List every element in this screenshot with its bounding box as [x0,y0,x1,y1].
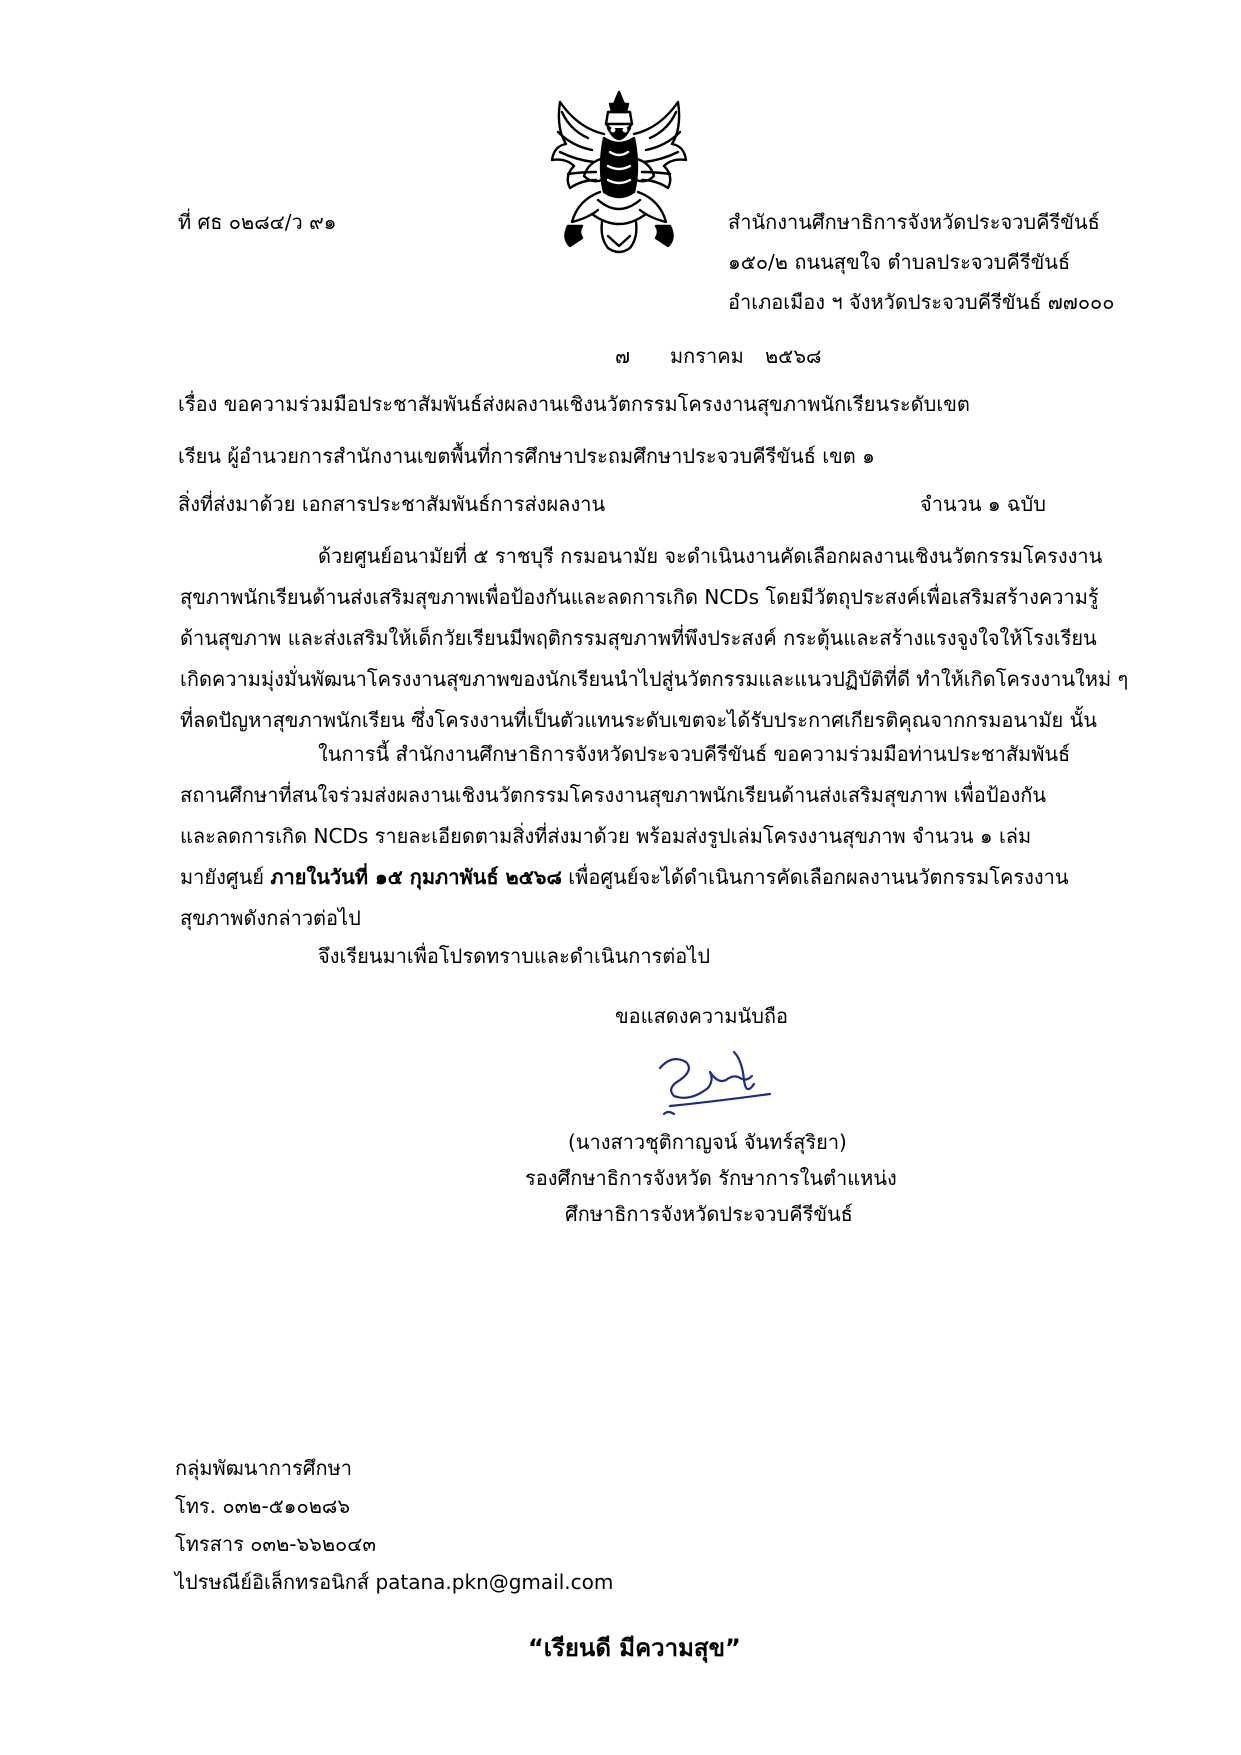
regards-line: ขอแสดงความนับถือ [615,1004,789,1028]
subject-line: เรื่อง ขอความร่วมมือประชาสัมพันธ์ส่งผลงานเชิงนวัตกรรมโครงงานสุขภาพนักเรียนระดับเขต [178,392,970,416]
paragraph-line: สถานศึกษาที่สนใจร่วมส่งผลงานเชิงนวัตกรรมโครงงานสุขภาพนักเรียนด้านส่งเสริมสุขภาพ เพื่อป้องกัน [180,783,1047,807]
sender-address: ๑๕๐/๒ ถนนสุขใจ ตำบลประจวบคีรีขันธ์ [728,250,1071,274]
enclosure-count: จำนวน ๑ ฉบับ [920,492,1046,516]
date-month: มกราคม [670,344,744,368]
paragraph-line: ด้วยศูนย์อนามัยที่ ๕ ราชบุรี กรมอนามัย จะดำเนินงานคัดเลือกผลงานเชิงนวัตกรรมโครงงาน [318,544,1103,568]
paragraph-line: และลดการเกิด NCDs รายละเอียดตามสิ่งที่ส่งมาด้วย พร้อมส่งรูปเล่มโครงงานสุขภาพ จำนวน ๑ เล่ม [180,824,1032,848]
paragraph-line [180,857,1130,898]
signature-icon [650,1040,780,1120]
contact-email: ไปรษณีย์อิเล็กทรอนิกส์ patana.pkn@gmail.com [175,1570,614,1594]
signatory-name: (นางสาวชุติกาญจน์ จันทร์สุริยา) [568,1130,847,1154]
sender-district: อำเภอเมือง ฯ จังหวัดประจวบคีรีขันธ์ ๗๗๐๐๐ [728,290,1115,314]
contact-phone: โทร. ๐๓๒-๕๑๐๒๘๖ [175,1494,351,1518]
signatory-position-2: ศึกษาธิการจังหวัดประจวบคีรีขันธ์ [565,1202,853,1226]
body-paragraph-2 [180,734,1130,939]
document-number: ที่ ศธ ๐๒๘๔/ว ๙๑ [178,210,337,234]
paragraph-line: สุขภาพดังกล่าวต่อไป [180,906,361,930]
deadline-post: เพื่อศูนย์จะได้ดำเนินการคัดเลือกผลงานนวัตกรรมโครงงาน [561,865,1069,889]
deadline-date: ภายในวันที่ ๑๕ กุมภาพันธ์ ๒๕๖๘ [270,865,562,889]
enclosure-line: สิ่งที่ส่งมาด้วย เอกสารประชาสัมพันธ์การส่งผลงาน [178,492,606,516]
deadline-pre: มายังศูนย์ [180,865,271,889]
signatory-position-1: รองศึกษาธิการจังหวัด รักษาการในตำแหน่ง [525,1166,897,1190]
garuda-emblem [548,88,690,260]
contact-fax: โทรสาร ๐๓๒-๖๖๒๐๔๓ [175,1532,377,1556]
recipient-line: เรียน ผู้อำนวยการสำนักงานเขตพื้นที่การศึกษาประถมศึกษาประจวบคีรีขันธ์ เขต ๑ [178,444,875,468]
paragraph-line: ด้านสุขภาพ และส่งเสริมให้เด็กวัยเรียนมีพฤติกรรมสุขภาพที่พึงประสงค์ กระตุ้นและสร้างแรงจูงใจให้โรงเรียน [180,626,1097,650]
contact-group: กลุ่มพัฒนาการศึกษา [175,1456,353,1480]
paragraph-line: เกิดความมุ่งมั่นพัฒนาโครงงานสุขภาพของนักเรียนนำไปสู่นวัตกรรมและแนวปฏิบัติที่ดี ทำให้เกิดโครงงานใหม่ ๆ [180,667,1129,691]
closing-line: จึงเรียนมาเพื่อโปรดทราบและดำเนินการต่อไป [318,944,711,968]
sender-office: สำนักงานศึกษาธิการจังหวัดประจวบคีรีขันธ์ [728,210,1100,234]
date-day: ๗ [615,344,631,368]
paragraph-line: ในการนี้ สำนักงานศึกษาธิการจังหวัดประจวบคีรีขันธ์ ขอความร่วมมือท่านประชาสัมพันธ์ [318,742,1071,766]
paragraph-line: ที่ลดปัญหาสุขภาพนักเรียน ซึ่งโครงงานที่เป็นตัวแทนระดับเขตจะได้รับประกาศเกียรติคุณจากกรมอนามัย นั้น [180,708,1097,732]
body-paragraph-1 [180,536,1130,741]
date-year: ๒๕๖๘ [765,344,822,368]
paragraph-line: สุขภาพนักเรียนด้านส่งเสริมสุขภาพเพื่อป้องกันและลดการเกิด NCDs โดยมีวัตถุประสงค์เพื่อเสริมสร้างความรู้ [180,585,1099,609]
motto: “เรียนดี มีความสุข” [528,1634,741,1662]
